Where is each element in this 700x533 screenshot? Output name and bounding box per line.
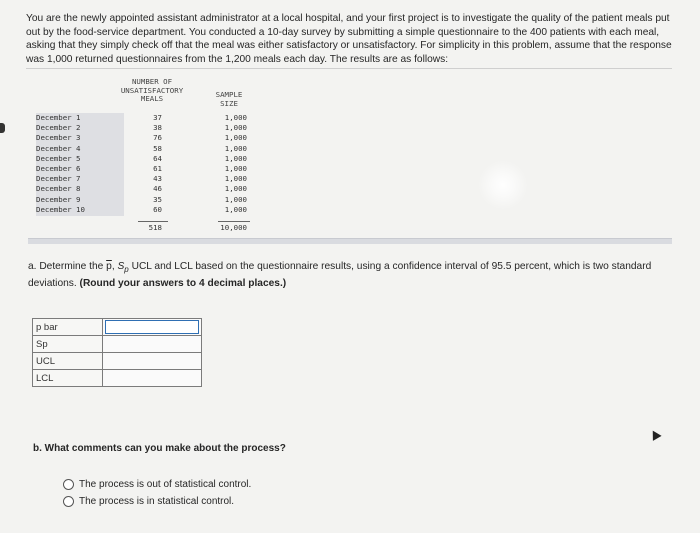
answer-row: [33, 319, 202, 336]
sample-size-cell: 1,000: [224, 174, 247, 184]
total-rule: [138, 221, 168, 222]
sample-size-cell: 1,000: [224, 123, 247, 133]
day-cell: December 10: [36, 204, 85, 214]
answer-label: p bar: [33, 319, 103, 336]
day-cell: December 7: [36, 174, 81, 184]
unsatisfactory-cell: 35: [153, 194, 162, 204]
table-row: [28, 195, 255, 205]
unsatisfactory-cell: 37: [153, 113, 162, 122]
unsatisfactory-cell: 58: [153, 143, 162, 153]
day-cell: December 8: [36, 184, 81, 194]
unsatisfactory-cell: 64: [153, 153, 162, 163]
day-cell: December 1: [36, 113, 81, 122]
p-bar-symbol: $\overline{p}$: [106, 261, 112, 272]
table-row: [28, 164, 255, 174]
table-row: [28, 174, 255, 184]
sample-size-cell: 1,000: [224, 113, 247, 122]
question-b: b. What comments can you make about the process?: [33, 443, 286, 454]
section-bar: [28, 238, 672, 244]
divider: [26, 68, 672, 69]
radio-button[interactable]: [63, 496, 74, 507]
unsatisfactory-cell: 46: [153, 184, 162, 194]
sample-size-cell: 1,000: [224, 184, 247, 194]
problem-intro: You are the newly appointed assistant administrator at a local hospital, and your first project is to investigate the quality of the patient meals put out by the food-service department. You conducted a 10-day survey by submitting a simple questionnaire to the 400 patients with each meal, asking that they simply check off that the meal was either satisfactory or unsatisfactory. For simplicity in this problem, assume that the response was 1,000 returned questionnaires from the 1,200 meals each day. The results are as follows:: [26, 13, 672, 65]
table-row: [28, 113, 255, 123]
survey-data-table: [28, 78, 255, 238]
cursor-icon: [648, 428, 661, 441]
question-a-text: ,: [111, 261, 118, 272]
answer-table: [32, 318, 202, 387]
table-row: [28, 123, 255, 133]
day-cell: December 4: [36, 143, 81, 153]
header-unsatisfactory-meals: NUMBER OF UNSATISFACTORY MEALS: [120, 77, 184, 104]
table-row: [28, 154, 255, 164]
process-options: [63, 476, 251, 510]
radio-label: The process is out of statistical control.: [79, 479, 252, 490]
radio-option[interactable]: [63, 493, 251, 510]
sample-size-cell: 1,000: [224, 143, 247, 153]
question-a-text: UCL and LCL based on the questionnaire results, using a confidence interval of 95.5 percent, which is two standard deviations.: [28, 261, 652, 290]
answer-row: [33, 336, 202, 353]
table-total-row: [28, 223, 255, 235]
answer-row: [33, 370, 202, 387]
total-sample-size: 10,000: [220, 223, 247, 232]
photo-glare: [478, 160, 528, 210]
answer-label: LCL: [33, 370, 103, 387]
answer-cell: [103, 319, 202, 336]
sp-subscript: p: [124, 265, 129, 275]
total-rule: [218, 221, 250, 222]
radio-option[interactable]: [63, 476, 251, 493]
day-cell: December 5: [36, 153, 81, 163]
sample-size-cell: 1,000: [224, 133, 247, 143]
table-row: [28, 184, 255, 194]
radio-button[interactable]: [63, 479, 74, 490]
answer-label: Sp: [33, 336, 103, 353]
total-unsatisfactory: 518: [148, 223, 162, 232]
sample-size-cell: 1,000: [224, 204, 247, 214]
answer-label: UCL: [33, 353, 103, 370]
page-edge-tab: [0, 123, 5, 133]
table-row: [28, 144, 255, 154]
sample-size-cell: 1,000: [224, 153, 247, 163]
question-a-text: a. Determine the: [28, 261, 107, 272]
sample-size-cell: 1,000: [224, 163, 247, 173]
unsatisfactory-cell: 61: [153, 163, 162, 173]
answer-row: [33, 353, 202, 370]
answer-input[interactable]: [103, 336, 202, 353]
sp-symbol: S: [117, 261, 125, 272]
day-cell: December 3: [36, 133, 81, 143]
day-cell: December 6: [36, 163, 81, 173]
unsatisfactory-cell: 43: [153, 174, 162, 184]
day-cell: December 2: [36, 123, 81, 133]
radio-label: The process is in statistical control.: [79, 496, 235, 507]
day-cell: December 9: [36, 194, 81, 204]
answer-input[interactable]: [105, 320, 199, 334]
table-row: [28, 205, 255, 215]
answer-input[interactable]: [103, 370, 202, 387]
table-rows: [28, 113, 255, 215]
unsatisfactory-cell: 60: [153, 204, 162, 214]
unsatisfactory-cell: 38: [153, 123, 162, 133]
rounding-instruction: (Round your answers to 4 decimal places.): [79, 278, 287, 290]
question-a: [28, 260, 678, 291]
table-row: [28, 133, 255, 143]
answer-input[interactable]: [103, 353, 202, 370]
sample-size-cell: 1,000: [224, 194, 247, 204]
header-sample-size: SAMPLE SIZE: [215, 90, 243, 108]
unsatisfactory-cell: 76: [153, 133, 162, 143]
